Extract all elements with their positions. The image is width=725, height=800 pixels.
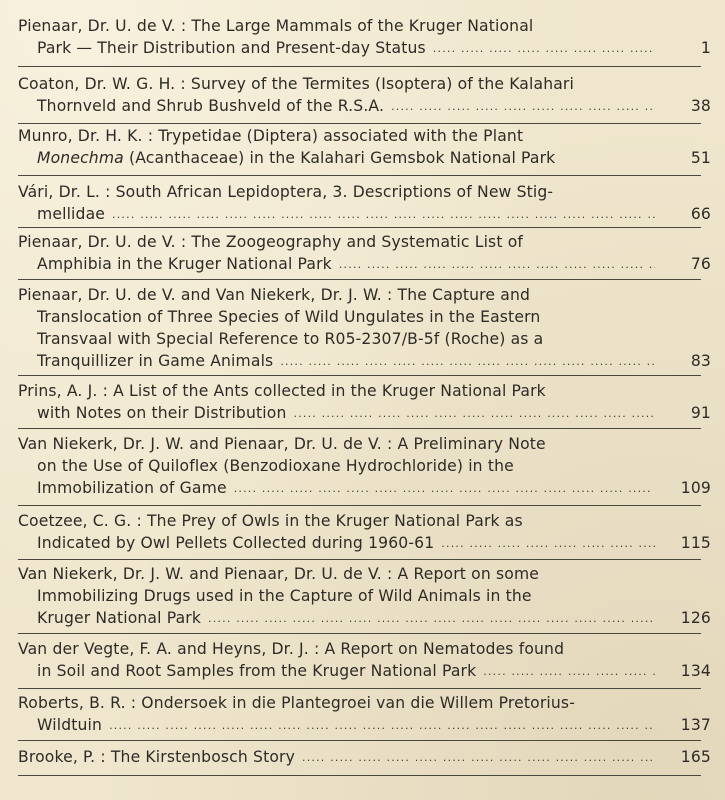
dot-leader bbox=[112, 204, 655, 226]
toc-page-number: 137 bbox=[680, 716, 711, 734]
dot-leader bbox=[441, 533, 655, 555]
dot-leader bbox=[339, 254, 655, 276]
toc-entry-line: Coaton, Dr. W. G. H. : Survey of the Termites (Isoptera) of the Kalahari bbox=[18, 75, 574, 93]
dot-leader bbox=[302, 747, 655, 769]
toc-entry-line: Prins, A. J. : A List of the Ants collected in the Kruger National Park bbox=[18, 382, 546, 400]
italic-genus-name: Monechma bbox=[37, 149, 124, 167]
toc-entry-last-line bbox=[18, 532, 711, 554]
toc-entry-line: Van Niekerk, Dr. J. W. and Pienaar, Dr. U. de V. : A Report on some bbox=[18, 565, 540, 583]
toc-entry-line: Kruger National Park bbox=[37, 609, 202, 627]
toc-entry-last-line bbox=[18, 95, 711, 117]
divider bbox=[18, 175, 701, 176]
divider bbox=[18, 123, 701, 124]
toc-entry-last-line bbox=[18, 746, 711, 768]
divider bbox=[18, 227, 701, 228]
toc-page-number: 109 bbox=[680, 479, 711, 497]
dot-leader bbox=[293, 403, 655, 425]
toc-page-number: 38 bbox=[690, 97, 711, 115]
toc-page-number: 1 bbox=[700, 39, 711, 57]
toc-entry-line: Tranquillizer in Game Animals bbox=[37, 352, 274, 370]
toc-entry-line: on the Use of Quiloflex (Benzodioxane Hydrochloride) in the bbox=[37, 457, 514, 475]
divider bbox=[18, 505, 701, 506]
toc-entry bbox=[18, 231, 711, 275]
toc-entry bbox=[18, 692, 711, 736]
toc-entry-line: Coetzee, C. G. : The Prey of Owls in the Kruger National Park as bbox=[18, 512, 523, 530]
toc-entry-last-line bbox=[18, 253, 711, 275]
toc-entry bbox=[18, 433, 711, 499]
toc-entry bbox=[18, 563, 711, 629]
toc-entry-line: Van der Vegte, F. A. and Heyns, Dr. J. : A Report on Nematodes found bbox=[18, 640, 565, 658]
toc-entry-line: Roberts, B. R. : Ondersoek in die Plantegroei van die Willem Pretorius- bbox=[18, 694, 575, 712]
toc-page-number: 83 bbox=[690, 352, 711, 370]
divider bbox=[18, 688, 701, 689]
toc-entry-line: Munro, Dr. H. K. : Trypetidae (Diptera) associated with the Plant bbox=[18, 127, 524, 145]
toc-entry-line: Pienaar, Dr. U. de V. : The Zoogeography and Systematic List of bbox=[18, 233, 524, 251]
dot-leader bbox=[109, 715, 655, 737]
toc-entry bbox=[18, 638, 711, 682]
divider bbox=[18, 559, 701, 560]
toc-entry-line: Vári, Dr. L. : South African Lepidoptera, 3. Descriptions of New Stig- bbox=[18, 183, 554, 201]
toc-page-number: 126 bbox=[680, 609, 711, 627]
divider bbox=[18, 279, 701, 280]
toc-entry bbox=[18, 15, 711, 59]
toc-entry-line: Brooke, P. : The Kirstenbosch Story bbox=[18, 748, 295, 766]
toc-entry-last-line bbox=[18, 607, 711, 629]
toc-entry-last-line bbox=[18, 477, 711, 499]
toc-entry bbox=[18, 284, 711, 372]
toc-entry bbox=[18, 125, 711, 169]
toc-entry-last-line bbox=[18, 203, 711, 225]
toc-page-number: 134 bbox=[680, 662, 711, 680]
toc-entry-line: mellidae bbox=[37, 205, 106, 223]
toc-entry-line: Indicated by Owl Pellets Collected during 1960-61 bbox=[37, 534, 435, 552]
divider bbox=[18, 66, 701, 67]
toc-page-number: 51 bbox=[690, 149, 711, 167]
toc-entry-last-line bbox=[18, 660, 711, 682]
toc-page-number: 76 bbox=[690, 255, 711, 273]
toc-entry-line: Park — Their Distribution and Present-day Status bbox=[37, 39, 426, 57]
toc-entry-line-rest: (Acanthaceae) in the Kalahari Gemsbok National Park bbox=[123, 149, 556, 167]
toc-entry-last-line bbox=[18, 350, 711, 372]
dot-leader bbox=[280, 351, 655, 373]
divider bbox=[18, 375, 701, 376]
dot-leader bbox=[483, 661, 655, 683]
toc-entry-last-line bbox=[18, 147, 711, 169]
toc-page-number: 91 bbox=[690, 404, 711, 422]
divider bbox=[18, 428, 701, 429]
toc-entry bbox=[18, 746, 711, 768]
dot-leader bbox=[391, 96, 655, 118]
toc-entry-line-text bbox=[37, 147, 555, 169]
dot-leader bbox=[234, 478, 655, 500]
toc-entry-line: Thornveld and Shrub Bushveld of the R.S.A. bbox=[37, 97, 385, 115]
divider bbox=[18, 740, 701, 741]
toc-entry-line: Immobilizing Drugs used in the Capture of Wild Animals in the bbox=[37, 587, 532, 605]
toc-page-number: 165 bbox=[680, 748, 711, 766]
toc-entry-line: Van Niekerk, Dr. J. W. and Pienaar, Dr. U. de V. : A Preliminary Note bbox=[18, 435, 546, 453]
toc-entry-line: Pienaar, Dr. U. de V. : The Large Mammals of the Kruger National bbox=[18, 17, 534, 35]
dot-leader bbox=[208, 608, 655, 630]
toc-page-number: 115 bbox=[680, 534, 711, 552]
toc-entry-line: Pienaar, Dr. U. de V. and Van Niekerk, Dr. J. W. : The Capture and bbox=[18, 286, 531, 304]
toc-entry-line: with Notes on their Distribution bbox=[37, 404, 287, 422]
toc-entry-line: Immobilization of Game bbox=[37, 479, 227, 497]
toc-entry-line: Transvaal with Special Reference to R05-2307/B-5f (Roche) as a bbox=[37, 330, 544, 348]
toc-page-number: 66 bbox=[690, 205, 711, 223]
divider bbox=[18, 775, 701, 776]
toc-entry-last-line bbox=[18, 37, 711, 59]
toc-entry bbox=[18, 510, 711, 554]
toc-entry-last-line bbox=[18, 714, 711, 736]
toc-entry-line: Translocation of Three Species of Wild Ungulates in the Eastern bbox=[37, 308, 541, 326]
toc-entry bbox=[18, 380, 711, 424]
toc-entry bbox=[18, 73, 711, 117]
toc-entry bbox=[18, 181, 711, 225]
toc-entry-line: Amphibia in the Kruger National Park bbox=[37, 255, 332, 273]
toc-entry-line: in Soil and Root Samples from the Kruger National Park bbox=[37, 662, 477, 680]
toc-entry-last-line bbox=[18, 402, 711, 424]
divider bbox=[18, 633, 701, 634]
toc-entry-line: Wildtuin bbox=[37, 716, 103, 734]
dot-leader bbox=[433, 38, 655, 60]
